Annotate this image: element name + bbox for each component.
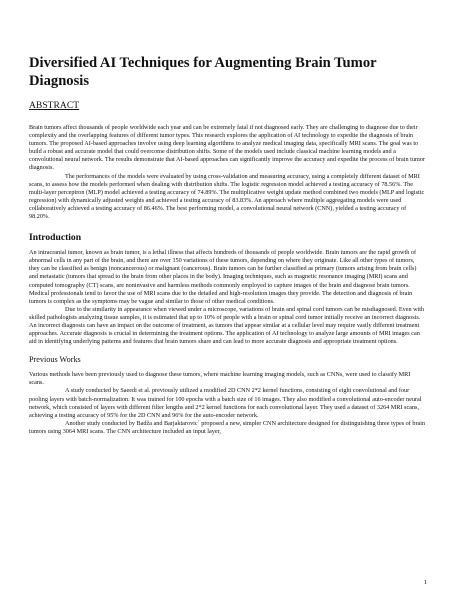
- abstract-heading: ABSTRACT: [29, 100, 80, 111]
- page-number: 1: [423, 579, 427, 586]
- abstract-paragraph-2: The performances of the models were evaluated by using cross-validation and measuring accuracy, using a completely different dataset of MRI scans, to assess how the models performed when dealing with distribution shifts. The logistic regression model achieved a testing accuracy of 78.56%. The multi-layer perceptron (MLP) model achieved a testing accuracy of 74.89%. The multiplicative weight update method combined two models (MLP and logistic regression) with dynamically adjusted weights and achieved a testing accuracy of 83.83%. An approach where multiple aggregating models were used collaboratively achieved a testing accuracy of 86.46%. The best performing model, a convolutional neural network (CNN), yielded a testing accuracy of 98.20%.: [29, 172, 425, 221]
- paper-title: Diversified AI Techniques for Augmenting Brain Tumor Diagnosis: [29, 55, 377, 89]
- previous-works-paragraph-1: Various methods have been previously used to diagnose these tumors, where machine learning imaging models, such as CNNs, were used to classify MRI scans.: [29, 371, 411, 387]
- introduction-heading: Introduction: [29, 232, 82, 244]
- previous-works-heading: Previous Works: [29, 355, 81, 365]
- introduction-paragraph-1: An intracranial tumor, known as brain tumor, is a lethal illness that affects hundreds of thousands of people worldwide. Brain tumors are the rapid growth of abnormal cells in any part of the brain, and there are over 150 variations of these tumors, depending on where they originate. Like all other types of tumors, they can be classified as benign (noncancerous) or malignant (cancerous). Brain tumors can be further classified as primary (tumors arising from brain cells) and metastatic (tumors that spread to the brain from other places in the body). Imaging techniques, such as magnetic resonance imaging (MRI) scans and computed tomography (CT) scans, are noninvasive and harmless methods commonly employed to capture images of the brain and diagnose brain tumors. Medical professionals tend to favor the use of MRI scans due to the detailed and high-resolution images they provide. The detection and diagnosis of brain tumors is complex as the symptoms may be vague and similar to those of other medical conditions.: [29, 249, 417, 305]
- previous-works-paragraph-3: Another study conducted by Badža and Barjaktarovic´ proposed a new, simpler CNN architecture designed for distinguishing three types of brain tumors using 3064 MRI scans. The CNN architecture included an input layer,: [29, 419, 426, 435]
- introduction-paragraph-2: Due to the similarity in appearance when viewed under a microscope, variations of brain and spinal cord tumors can be misdiagnosed. Even with skilled pathologists analyzing tissue samples, it is estimated that up to 10% of people with a brain or spinal cord tumor initially receive an incorrect diagnosis. An incorrect diagnosis can have an impact on the outcome of treatment, as tumors that appear similar at a cellular level may require vastly different treatment approaches. Accurate diagnosis is crucial in determining the treatment options. The application of AI technology to analyze large amounts of MRI images can aid in identifying underlying patterns and features that brain tumors share and can lead to more accurate diagnosis and appropriate treatment options.: [29, 305, 425, 346]
- previous-works-paragraph-2: A study conducted by Saeedi et al. previously utilized a modified 2D CNN 2*2 kernel functions, consisting of eight convolutional and four pooling layers with batch-normalization. It was trained for 100 epochs with a batch size of 16 images. They also modified a convolutional auto-encoder neural network, which consisted of layers with different filter lengths and 2*2 kernel functions for each convolutional layer. They used a dataset of 3264 MRI scans, achieving a testing accuracy of 95% for the 2D CNN and 96% for the auto-encoder network.: [29, 387, 422, 419]
- abstract-paragraph-1: Brain tumors affect thousands of people worldwide each year and can be extremely fatal if not diagnosed early. They are challenging to diagnose due to their complexity and the overlapping features of different tumor types. This research explores the application of AI technology to expedite the diagnosis of brain tumors. The proposed AI-based approaches involve using deep learning algorithms to analyze medical imaging data, specifically MRI scans. The goal was to build a robust and accurate model that could overcome distribution shifts. Some of the models used include classical machine learning models and a convolutional neural network. The results demonstrate that AI-based approaches can significantly improve the accuracy and expedite the process of brain tumor diagnosis.: [29, 124, 425, 172]
